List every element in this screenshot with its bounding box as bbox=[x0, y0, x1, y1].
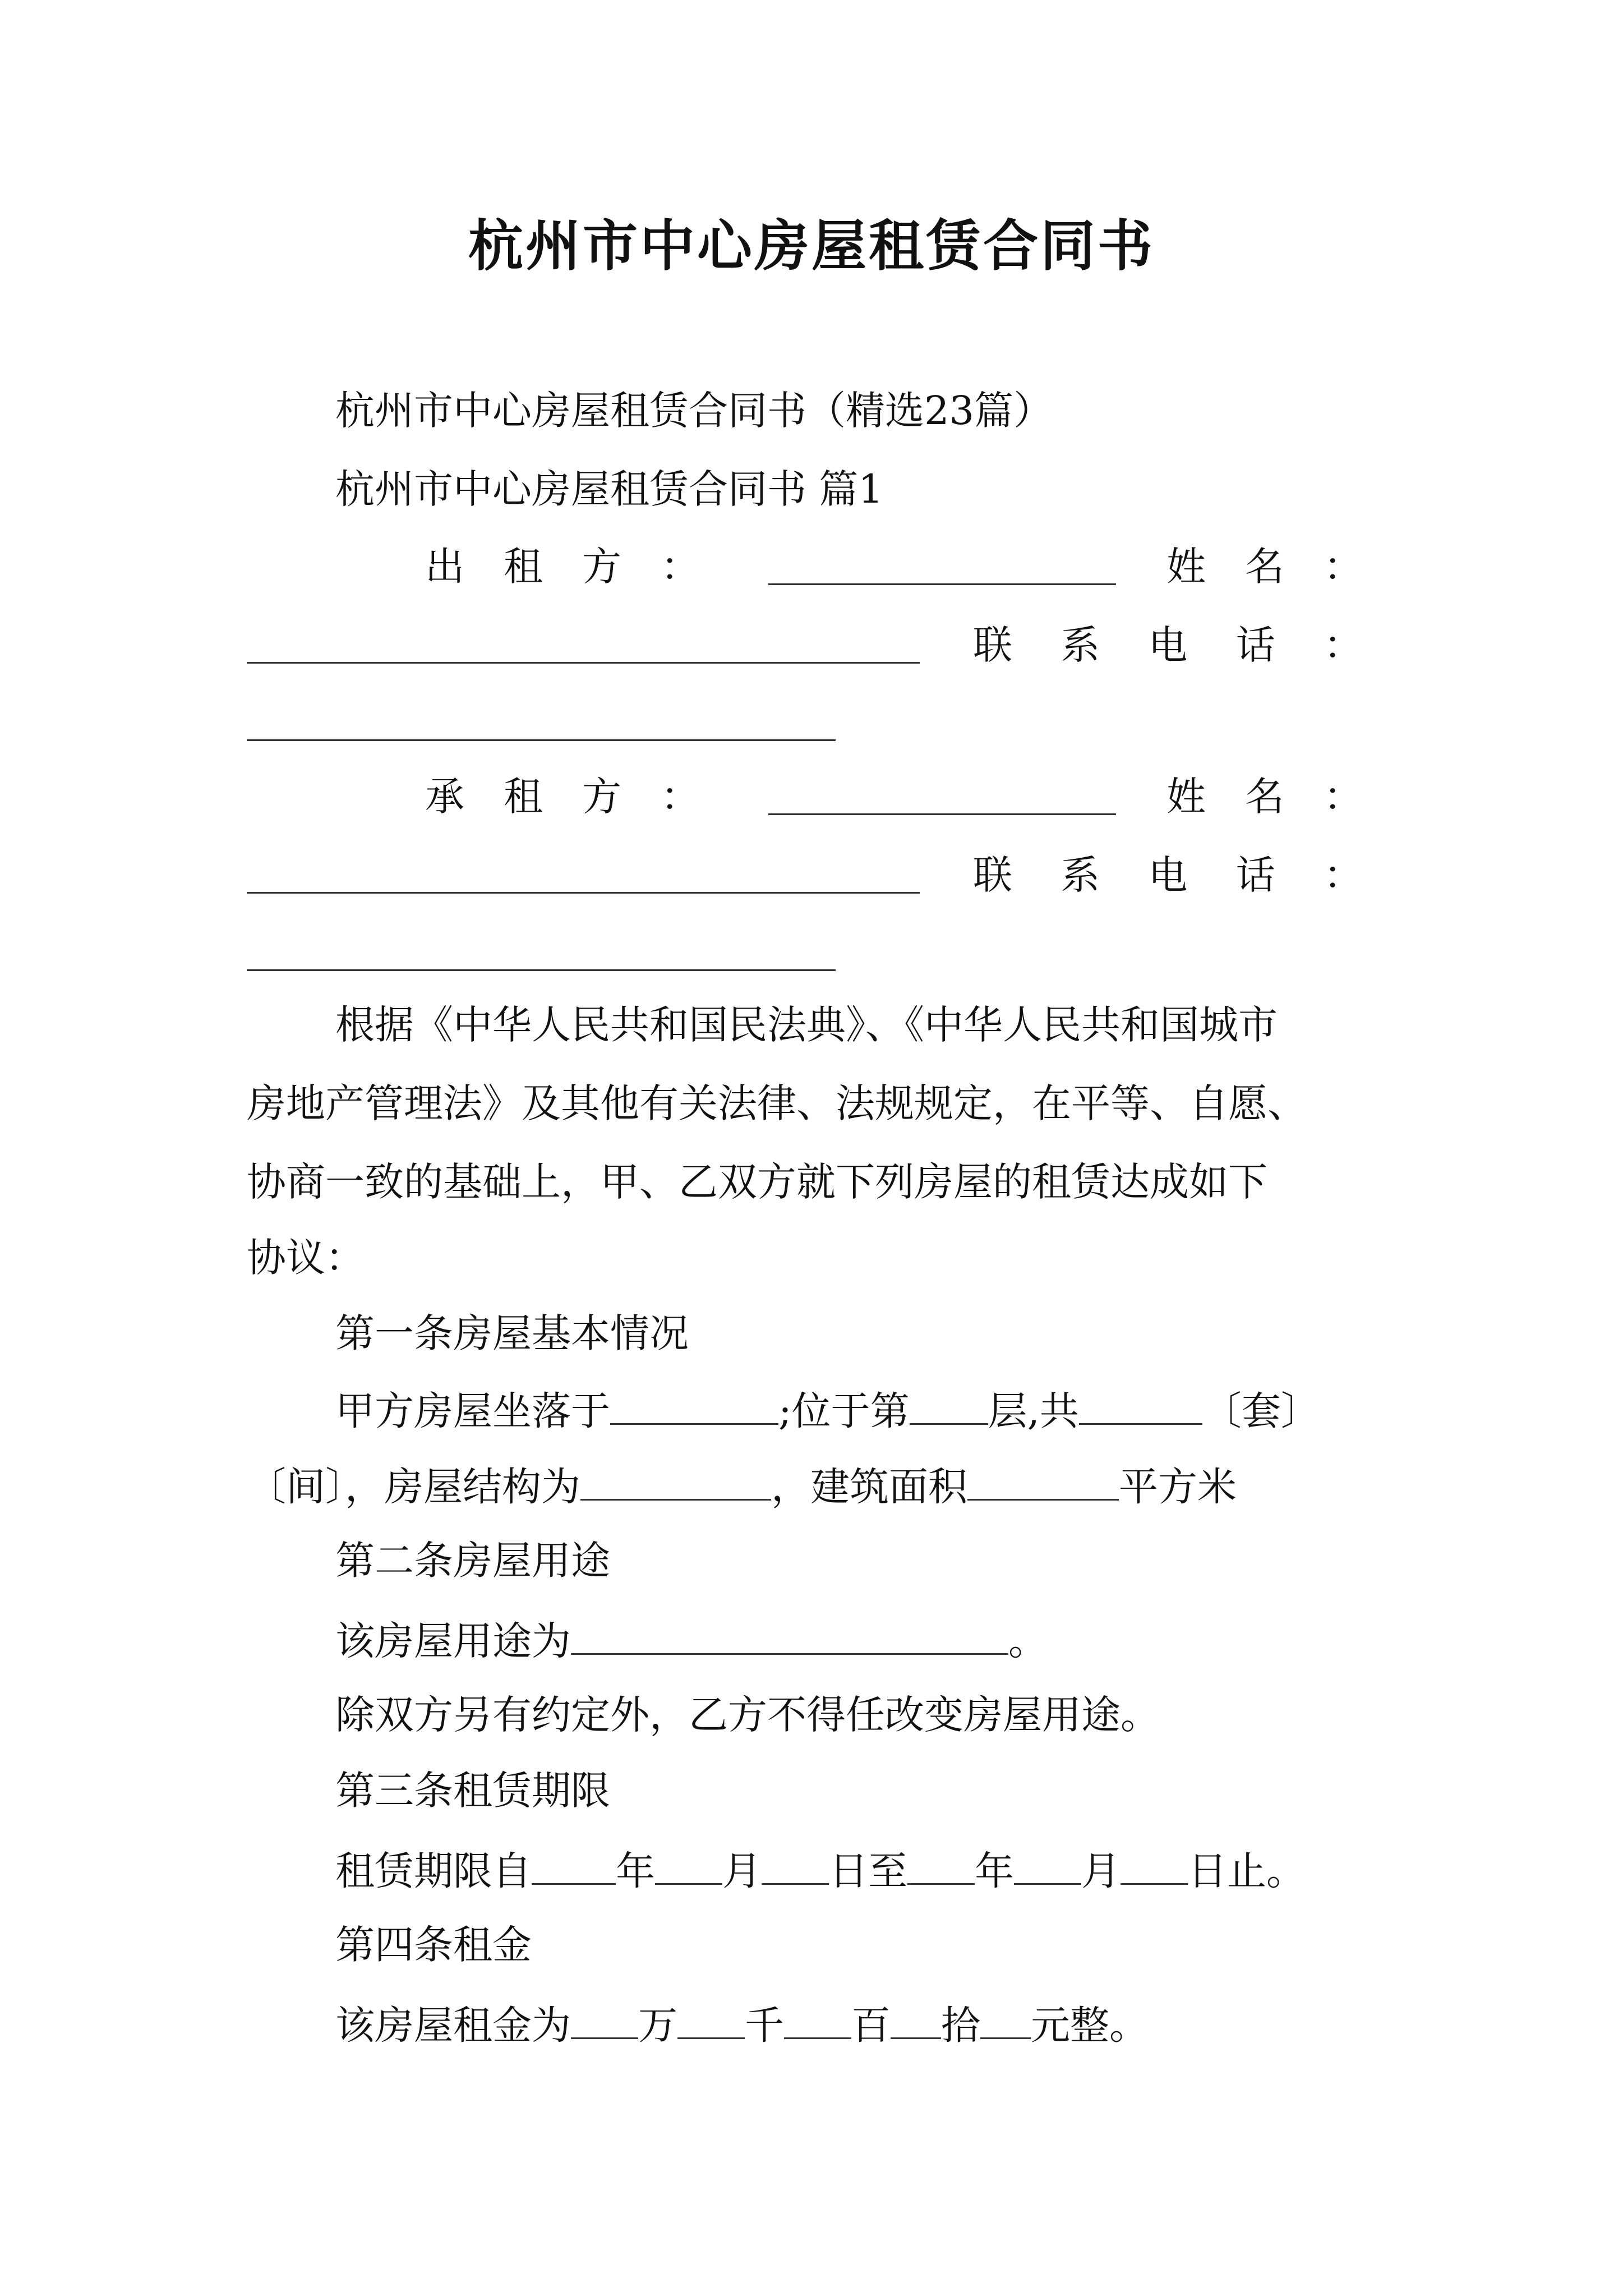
structure-field[interactable] bbox=[580, 1461, 771, 1501]
preamble-line-1: 根据《中华人民共和国民法典》、《中华人民共和国城市 bbox=[335, 1002, 1278, 1048]
lessor-label: 出 租 方 ： bbox=[425, 544, 700, 590]
document-title: 杭州市中心房屋租赁合同书 bbox=[468, 214, 1155, 278]
rent-wan-field[interactable] bbox=[571, 2000, 638, 2039]
rent-shi-field[interactable] bbox=[891, 2000, 941, 2039]
start-year-field[interactable] bbox=[532, 1846, 616, 1885]
lessee-phone-label: 联 系 电 话 ： bbox=[973, 852, 1363, 898]
lessee-label: 承 租 方 ： bbox=[425, 774, 700, 820]
rent-bai-field[interactable] bbox=[784, 2000, 851, 2039]
start-month-field[interactable] bbox=[655, 1846, 722, 1885]
article-4-heading: 第四条租金 bbox=[335, 1922, 532, 1968]
rent-qian-field[interactable] bbox=[677, 2000, 745, 2039]
floor-field[interactable] bbox=[910, 1386, 988, 1425]
article-3-line-1: 租赁期限自 年 月 日至 年 月 日止。 bbox=[335, 1846, 1306, 1895]
end-year-field[interactable] bbox=[907, 1846, 975, 1885]
article-2-line-1: 该房屋用途为 。 bbox=[335, 1616, 1048, 1665]
preamble-line-4: 协议： bbox=[247, 1235, 365, 1281]
lessee-field[interactable] bbox=[768, 813, 1116, 815]
start-day-field[interactable] bbox=[762, 1846, 829, 1885]
lessee-name-field[interactable] bbox=[247, 892, 920, 894]
lessee-name-label: 姓 名 ： bbox=[1166, 774, 1363, 820]
lessee-phone-field[interactable] bbox=[247, 969, 836, 971]
subtitle: 杭州市中心房屋租赁合同书（精选23篇） bbox=[335, 388, 1053, 434]
article-2-line-2: 除双方另有约定外，乙方不得任改变房屋用途。 bbox=[335, 1692, 1160, 1738]
article-4-line-1: 该房屋租金为 万 千 百 拾 元整。 bbox=[335, 2000, 1149, 2049]
lessor-name-field[interactable] bbox=[247, 662, 920, 664]
lessor-phone-field[interactable] bbox=[247, 739, 836, 741]
area-field[interactable] bbox=[967, 1461, 1119, 1501]
article-1-line-2: 〔间〕，房屋结构为 ，建筑面积 平方米 bbox=[247, 1461, 1237, 1511]
end-month-field[interactable] bbox=[1014, 1846, 1081, 1885]
usage-field[interactable] bbox=[571, 1616, 1008, 1655]
lessor-phone-label: 联 系 电 话 ： bbox=[973, 622, 1363, 668]
units-field[interactable] bbox=[1079, 1386, 1202, 1425]
end-day-field[interactable] bbox=[1121, 1846, 1188, 1885]
article-3-heading: 第三条租赁期限 bbox=[335, 1768, 610, 1814]
article-1-heading: 第一条房屋基本情况 bbox=[335, 1310, 689, 1356]
rent-yuan-field[interactable] bbox=[980, 2000, 1031, 2039]
location-field[interactable] bbox=[610, 1386, 778, 1425]
article-1-line-1: 甲方房屋坐落于 ;位于第 层,共 〔套〕 bbox=[335, 1386, 1320, 1435]
article-2-heading: 第二条房屋用途 bbox=[335, 1538, 610, 1584]
section-title: 杭州市中心房屋租赁合同书 篇1 bbox=[335, 466, 883, 512]
preamble-line-3: 协商一致的基础上，甲、乙双方就下列房屋的租赁达成如下 bbox=[247, 1159, 1267, 1205]
lessor-field[interactable] bbox=[768, 583, 1116, 585]
preamble-line-2: 房地产管理法》及其他有关法律、法规规定，在平等、自愿、 bbox=[247, 1080, 1307, 1126]
lessor-name-label: 姓 名 ： bbox=[1166, 544, 1363, 590]
